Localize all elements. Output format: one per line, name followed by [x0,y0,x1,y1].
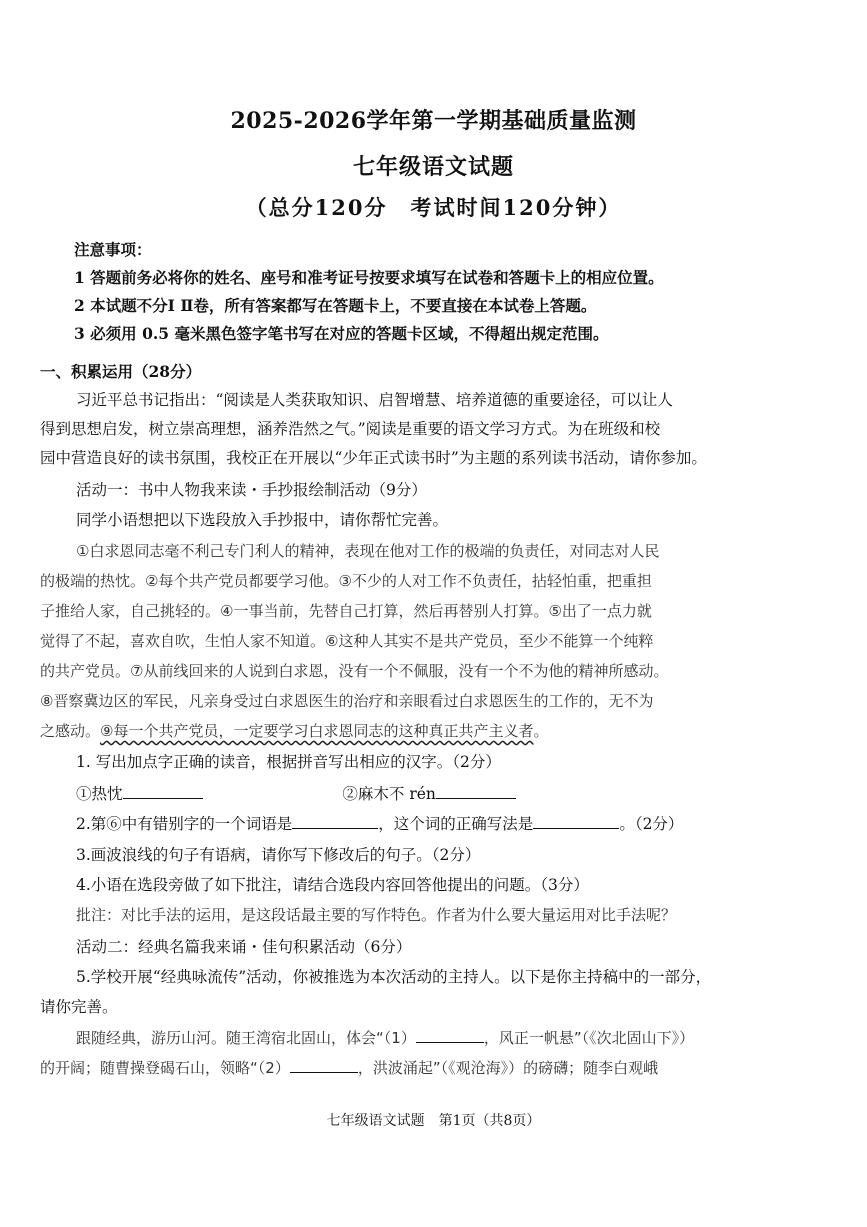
excerpt-last-line [40,720,830,741]
page-footer: 七年级语文试题 第1页（共8页） [326,1113,541,1129]
question-5: 5.学校开展“经典咏流传”活动，你被推选为本次活动的主持人。以下是你主持稿中的一部分， [76,968,712,986]
section-heading: 一、积累运用（28分） [40,362,202,381]
wavy-sentence: ⑨每一个共产党员，一定要学习白求恩同志的这种真正共产主义者 [100,722,534,740]
answer-blank [292,814,378,829]
question-1: 1. 写出加点字正确的读音，根据拼音写出相应的汉字。（2分） [76,753,501,771]
question-2 [76,812,866,834]
intro-line: 园中营造良好的读书氛围，我校正在开展以“少年正式读书时”为主题的系列读书活动，请你参加。 [40,449,707,467]
script-text: ，洪波涌起”（《观沧海》）的磅礴；随李白观峨 [357,1059,659,1077]
excerpt-line: ⑧晋察冀边区的军民，凡亲身受过白求恩医生的治疗和亲眼看过白求恩医生的工作的，无不为 [40,692,654,710]
script-line [76,1027,866,1048]
excerpt-line: 子推给人家，自己挑轻的。④一事当前，先替自己打算，然后再替别人打算。⑤出了一点力就 [40,602,652,620]
exam-meta: （总分120分 考试时间120分钟） [245,195,622,220]
q2-prefix: 2.第⑥中有错别字的一个词语是 [76,815,293,833]
q2-mid: ，这个词的正确写法是 [378,815,534,833]
script-text: ，风正一帆悬”（《次北固山下》） [483,1029,695,1047]
excerpt-line: ①白求恩同志毫不利己专门利人的精神，表现在他对工作的极端的负责任，对同志对人民 [76,542,660,560]
note-item: 1 答题前务必将你的姓名、座号和准考证号按要求填写在试卷和答题卡上的相应位置。 [74,268,664,287]
activity2-title: 活动二：经典名篇我来诵・佳句积累活动（6分） [76,938,412,956]
activity1-title: 活动一：书中人物我来读・手抄报绘制活动（9分） [76,481,427,499]
exam-title: 2025-2026学年第一学期基础质量监测 [230,108,637,134]
script-text: 的开阔；随曹操登碣石山，领略“（2） [40,1059,290,1077]
script-line [40,1057,830,1078]
question-5-cont: 请你完善。 [40,998,118,1016]
answer-blank [123,784,203,799]
notes-heading: 注意事项： [74,240,152,259]
excerpt-line: 的极端的热忱。②每个共产党员都要学习他。③不少的人对工作不负责任，拈轻怕重，把重担 [40,572,652,590]
answer-blank [416,1028,484,1043]
activity1-desc: 同学小语想把以下选段放入手抄报中，请你帮忙完善。 [76,511,449,529]
excerpt-line: 觉得了不起，喜欢自吹，生怕人家不知道。⑥这种人其实不是共产党员，至少不能算一个纯粹 [40,632,654,650]
q1-item-a: ①热忱 [76,785,123,803]
note-item: 3 必须用 0.5 毫米黑色签字笔书写在对应的答题卡区域，不得超出规定范围。 [74,324,609,343]
excerpt-prefix: 之感动。 [40,722,101,740]
q2-suffix: 。（2分） [619,815,684,833]
answer-blank [290,1058,358,1073]
question-3: 3.画波浪线的句子有语病，请你写下修改后的句子。（2分） [76,846,481,864]
script-text: 跟随经典，游历山河。随王湾宿北固山，体会“（1） [76,1029,416,1047]
answer-blank [533,814,619,829]
note-item: 2 本试题不分Ⅰ Ⅱ卷，所有答案都写在答题卡上，不要直接在本试卷上答题。 [74,296,597,315]
question-4: 4.小语在选段旁做了如下批注，请结合选段内容回答他提出的问题。（3分） [76,876,589,894]
intro-line: 习近平总书记指出：“阅读是人类获取知识、启智增慧、培养道德的重要途径，可以让人 [76,391,673,409]
question-1-items [76,782,866,804]
answer-blank [436,784,516,799]
exam-subtitle: 七年级语文试题 [352,154,514,180]
excerpt-suffix: 。 [533,722,549,740]
intro-line: 得到思想启发，树立崇高理想，涵养浩然之气。”阅读是重要的语文学习方式。为在班级和校 [40,420,661,438]
q1-item-b: ②麻木不 rén [342,785,436,803]
annotation: 批注：对比手法的运用，是这段话最主要的写作特色。作者为什么要大量运用对比手法呢？ [76,906,677,924]
excerpt-line: 的共产党员。⑦从前线回来的人说到白求恩，没有一个不佩服，没有一个不为他的精神所感动。 [40,662,669,680]
